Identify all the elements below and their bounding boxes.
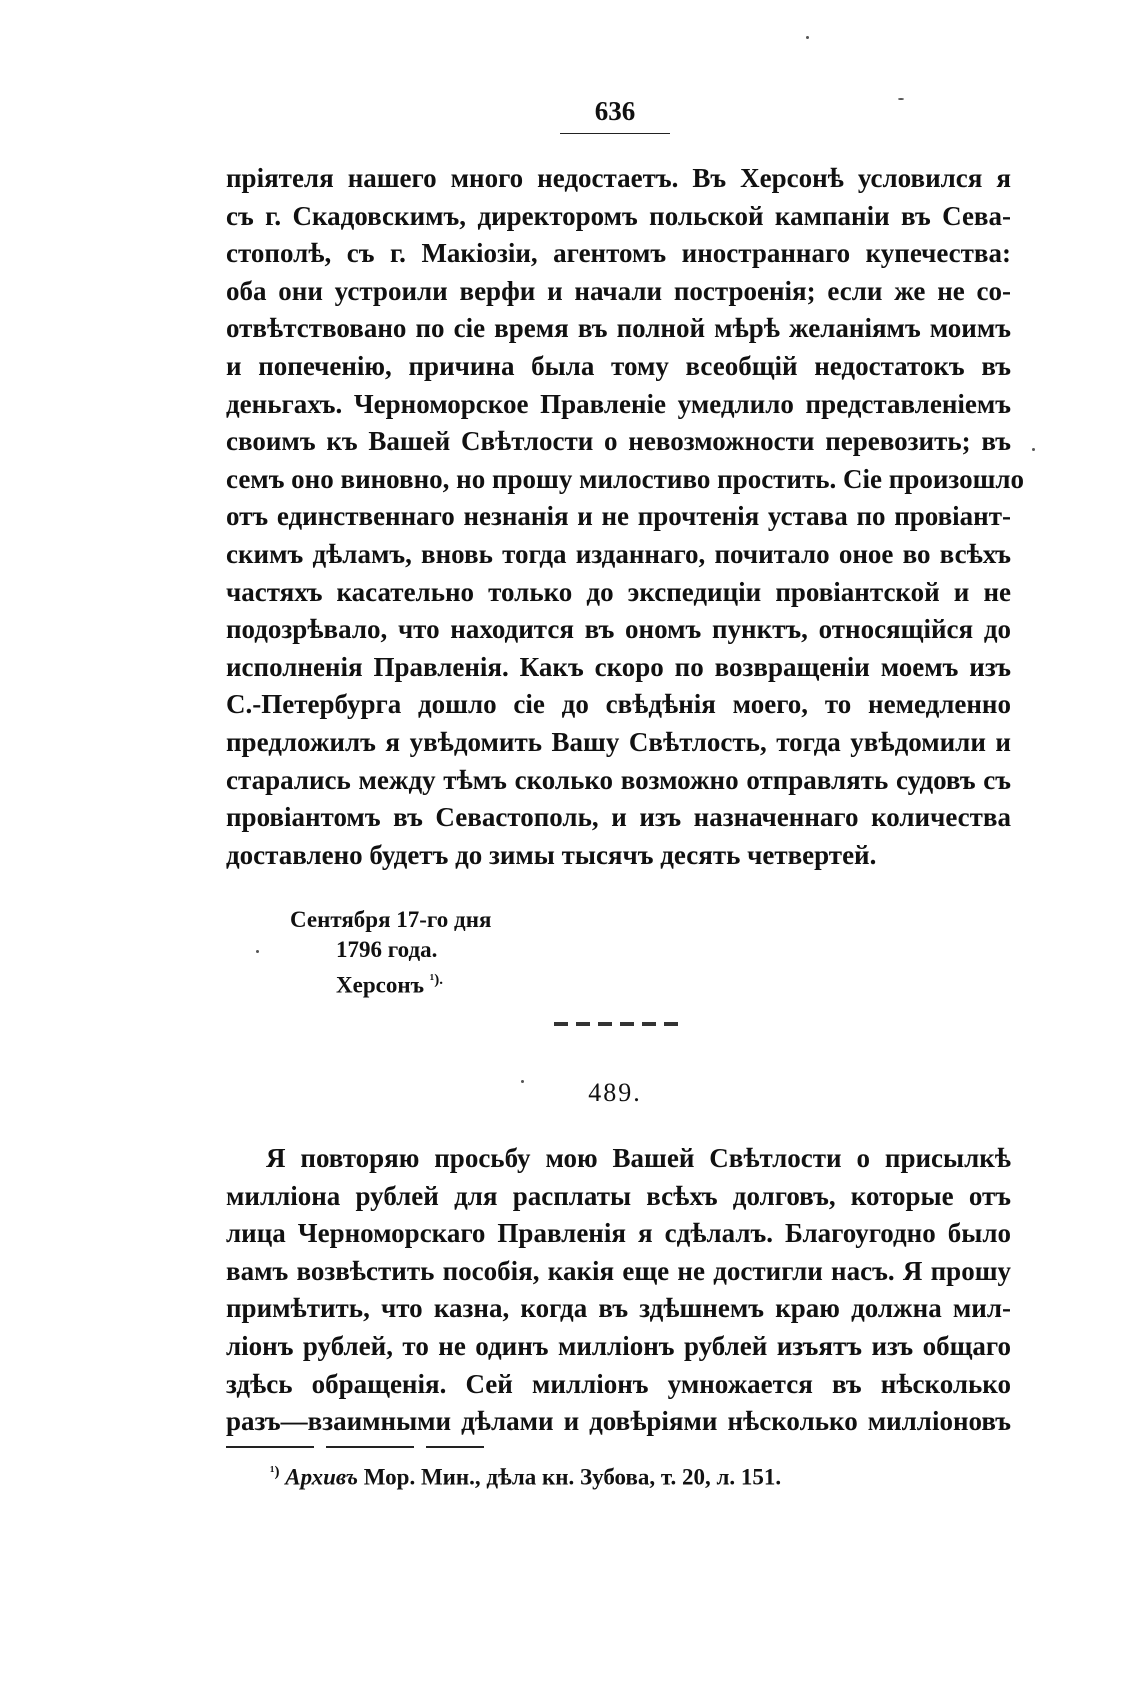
text-line: оба они устроили верфи и начали построенія; если же не со-: [226, 275, 1011, 306]
text-line: отъ единственнаго незнанія и не прочтенія устава по провіант-: [226, 501, 1011, 532]
signature-date: Сентября 17-го дня: [290, 907, 492, 932]
text-line: милліона рублей для расплаты всѣхъ долговъ, которые отъ: [226, 1180, 1011, 1211]
footnote-mark: ¹): [270, 1464, 280, 1480]
text-line: провіантомъ въ Севастополь, и изъ назначеннаго количества: [226, 802, 1011, 833]
text-line: и попеченію, причина была тому всеобщій недостатокъ въ: [226, 350, 1011, 381]
letter-continuation-text: [226, 160, 1025, 874]
text-line: Я повторяю просьбу мою Вашей Свѣтлости о присылкѣ: [266, 1143, 1011, 1173]
letter-signature-block: [290, 905, 491, 1001]
text-line: разъ—взаимными дѣлами и довѣріями нѣсколько милліоновъ: [226, 1406, 1011, 1437]
text-line: ліонъ рублей, то не одинъ милліонъ рублей изъятъ изъ общаго: [226, 1330, 1011, 1361]
text-line: стополѣ, съ г. Макіозіи, агентомъ иностраннаго купечества:: [226, 238, 1011, 269]
footnote: [270, 1464, 781, 1491]
page-number: 636: [560, 96, 670, 134]
text-line: своимъ къ Вашей Свѣтлости о невозможности перевозить; въ: [226, 426, 1011, 457]
scan-speck: [521, 1080, 524, 1083]
signature-year: 1796 года.: [336, 937, 438, 962]
footnote-source: Архивъ: [285, 1464, 359, 1490]
text-line: вамъ возвѣстить пособія, какія еще не достигли насъ. Я прошу: [226, 1255, 1011, 1286]
text-line: лица Черноморскаго Правленія я сдѣлалъ. Благоугодно было: [226, 1218, 1011, 1249]
text-line: доставлено будетъ до зимы тысячъ десять четвертей.: [226, 839, 877, 870]
scan-speck: [256, 950, 259, 953]
text-line: здѣсь обращенія. Сей милліонъ умножается въ нѣсколько: [226, 1368, 1011, 1399]
footnote-rule: [226, 1446, 484, 1448]
text-line: старались между тѣмъ сколько возможно отправлять судовъ съ: [226, 764, 1011, 795]
text-line: семъ оно виновно, но прошу милостиво простить. Сіе произошло: [226, 463, 1025, 494]
text-line: исполненія Правленія. Какъ скоро по возвращеніи моемъ изъ: [226, 651, 1011, 682]
text-line: съ г. Скадовскимъ, директоромъ польской кампаніи въ Сева-: [226, 200, 1011, 231]
footnote-reference: ¹).: [429, 972, 443, 988]
scan-speck: [898, 98, 904, 100]
text-line: скимъ дѣламъ, вновь тогда изданнаго, почитало оное во всѣхъ: [226, 538, 1011, 569]
text-line: частяхъ касательно только до экспедиціи провіантской и не: [226, 576, 1011, 607]
text-line: примѣтить, что казна, когда въ здѣшнемъ краю должна мил-: [226, 1293, 1011, 1324]
text-line: пріятеля нашего много недостаетъ. Въ Херсонѣ условился я: [226, 163, 1011, 193]
text-line: отвѣтствовано по сіе время въ полной мѣрѣ желаніямъ моимъ: [226, 313, 1011, 344]
signature-place: Херсонъ: [336, 972, 424, 998]
scan-speck: [806, 36, 809, 39]
text-line: деньгахъ. Черноморское Правленіе умедлило представленіемъ: [226, 388, 1011, 419]
text-line: подозрѣвало, что находится въ ономъ пунктъ, относящійся до: [226, 614, 1011, 645]
footnote-text: Мор. Мин., дѣла кн. Зубова, т. 20, л. 151.: [363, 1464, 782, 1490]
text-line: предложилъ я увѣдомить Вашу Свѣтлость, тогда увѣдомили и: [226, 726, 1011, 757]
section-divider: [554, 1022, 684, 1026]
scan-speck: [1032, 448, 1035, 451]
document-number: 489.: [588, 1078, 642, 1107]
letter-489-text: [226, 1140, 1011, 1441]
signature-place-line: [290, 965, 491, 1001]
text-line: С.-Петербурга дошло сіе до свѣдѣнія моего, то немедленно: [226, 689, 1011, 720]
